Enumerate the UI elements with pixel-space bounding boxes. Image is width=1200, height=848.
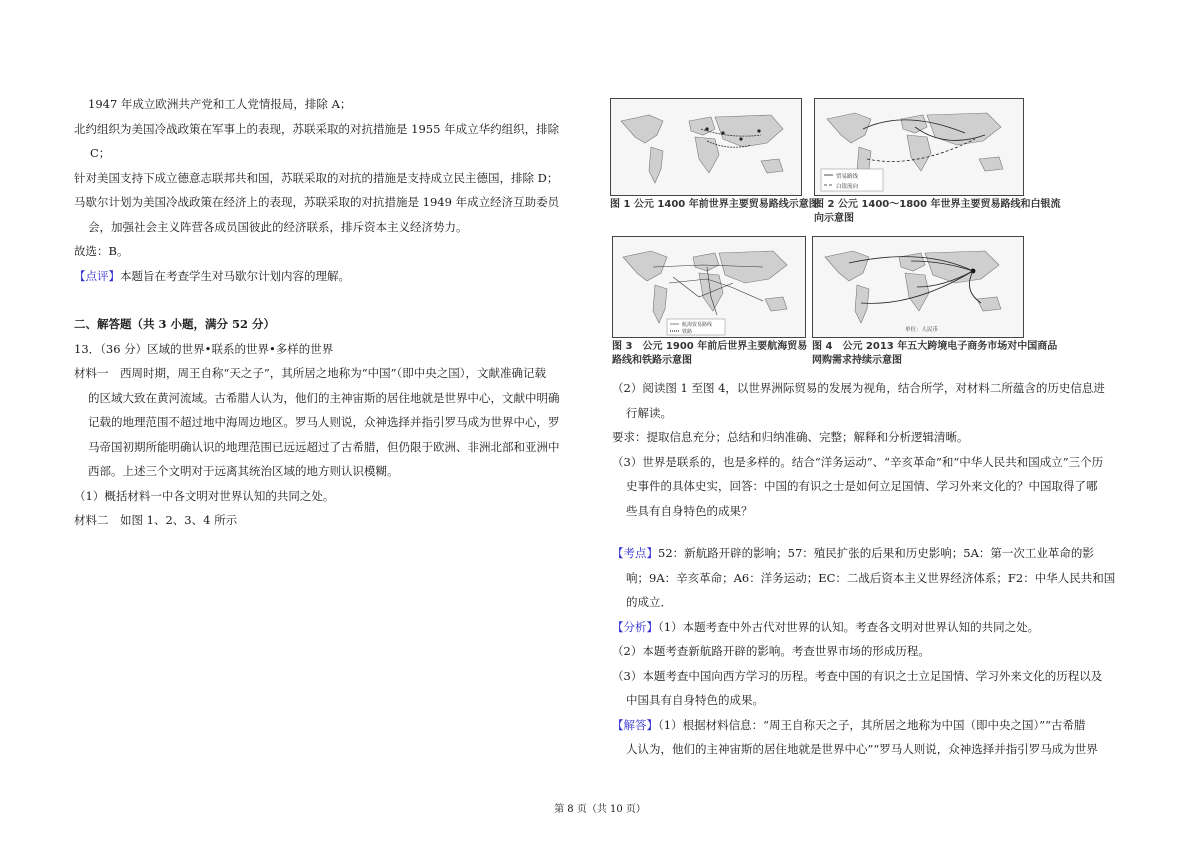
world-map-3: [612, 236, 806, 338]
figure-4-caption-line-2: 网购需求持续示意图: [812, 355, 902, 366]
requirement: 要求：提取信息充分；总结和归纳准确、完整；解释和分析逻辑清晰。: [612, 430, 969, 444]
answer-line: 1947 年成立欧洲共产党和工人党情报局，排除 A；: [88, 97, 352, 111]
material-1-line: 记载的地理范围不超过地中海周边地区。罗马人则说，众神选择并指引罗马成为世界中心，罗: [88, 415, 560, 429]
solution-tag: 【解答】: [612, 717, 658, 732]
analysis-line: （2）本题考查新航路开辟的影响。考查世界市场的形成历程。: [612, 644, 930, 658]
figure-1: [610, 98, 819, 212]
question-3-line: 些具有自身特色的成果？: [626, 503, 753, 518]
solution-text: （1）根据材料信息：“周王自称天之子，其所居之地称为中国（即中央之国）”“古希腊: [658, 717, 1086, 732]
figure-2: [814, 98, 1061, 226]
answer-line: 马歇尔计划为美国冷战政策在经济上的表现，苏联采取的对抗措施是 1949 年成立经济互助委员: [74, 195, 560, 209]
key-points-line: [612, 541, 1132, 566]
question-1: （1）概括材料一中各文明对世界认知的共同之处。: [74, 488, 335, 503]
world-map-1: [610, 98, 802, 196]
page-footer: 第 8 页（共 10 页）: [554, 804, 646, 815]
figure-2-caption-line-1: 图 2 公元 1400～1800 年世界主要贸易路线和白银流: [814, 199, 1061, 210]
analysis-text: （1）本题考查中外古代对世界的认知。考查各文明对世界认知的共同之处。: [658, 619, 1040, 634]
question-13-header: 13．（36 分）区域的世界•联系的世界•多样的世界: [74, 341, 334, 356]
answer-line: 针对美国支持下成立德意志联邦共和国，苏联采取的对抗的措施是支持成立民主德国，排除 D；: [74, 170, 559, 185]
figure-4-caption-line-1: 图 4 公元 2013 年五大跨境电子商务市场对中国商品: [812, 341, 1058, 352]
analysis-line: （3）本题考查中国向西方学习的历程。考查中国的有识之士立足国情、学习外来文化的历程以及: [612, 668, 1103, 683]
key-points-text: 52：新航路开辟的影响；57：殖民扩张的后果和历史影响；5A：第一次工业革命的影: [658, 546, 1094, 560]
material-2-line: 材料二 如图 1、2、3、4 所示: [74, 513, 238, 527]
analysis-line: 中国具有自身特色的成果。: [626, 693, 764, 707]
legend-sea-trade: 航海贸易路线: [682, 322, 713, 328]
material-1-line: 材料一 西周时期，周王自称“天之子”，其所居之地称为“中国”（即中央之国），文献准确记载: [74, 366, 547, 380]
figure-3: [612, 236, 807, 368]
comment-text: 本题旨在考查学生对马歇尔计划内容的理解。: [120, 268, 350, 283]
solution-line: [612, 713, 1132, 738]
question-3-line: 史事件的具体史实，回答：中国的有识之士是如何立足国情、学习外来文化的？中国取得了哪: [626, 479, 1098, 493]
figure-2-caption-line-2: 向示意图: [814, 213, 854, 224]
material-1-line: 西部。上述三个文明对于远离其统治区域的地方则认识模糊。: [88, 464, 399, 478]
question-2-line: 行解读。: [626, 405, 672, 420]
left-column: [74, 92, 594, 533]
analysis-line: [612, 615, 1132, 640]
question-3-line: （3）世界是联系的，也是多样的。结合“洋务运动”、“辛亥革命”和“中华人民共和国成立”三个历: [612, 454, 1104, 469]
right-column: [612, 376, 1132, 762]
comment-tag: 【点评】: [74, 268, 120, 283]
section-title: 二、解答题（共 3 小题，满分 52 分）: [74, 317, 276, 331]
answer-choice: 故选：B。: [74, 244, 129, 258]
figure-3-caption-line-1: 图 3 公元 1900 年前后世界主要航海贸易: [612, 341, 808, 352]
key-points-line: 响；9A：辛亥革命；A6：洋务运动；EC：二战后资本主义世界经济体系；F2：中华人民共和国: [626, 570, 1116, 585]
legend-railway: 铁路: [682, 329, 693, 335]
world-map-4: [812, 236, 1024, 338]
answer-line: 会，加强社会主义阵营各成员国彼此的经济联系，排斥资本主义经济势力。: [88, 219, 468, 234]
map-4-unit-note: 单位：人民币: [905, 327, 939, 333]
answer-line: 北约组织为美国冷战政策在军事上的表现，苏联采取的对抗措施是 1955 年成立华约组织，排除: [74, 121, 560, 136]
analysis-tag: 【分析】: [612, 619, 658, 634]
answer-line: C；: [90, 146, 111, 160]
question-2-line: （2）阅读图 1 至图 4，以世界洲际贸易的发展为视角，结合所学，对材料二所蕴含的历史信息进: [612, 381, 1105, 395]
comment-line: [74, 264, 594, 289]
legend-trade: 贸易路线: [836, 174, 859, 180]
solution-line: 人认为，他们的主神宙斯的居住地就是世界中心”“罗马人则说，众神选择并指引罗马成为世界: [626, 742, 1098, 756]
legend-silver: 白银流向: [836, 184, 859, 190]
figure-1-caption: 图 1 公元 1400 年前世界主要贸易路线示意图: [610, 199, 819, 210]
material-1-line: 马帝国初期所能明确认识的地理范围已远远超过了古希腊，但仍限于欧洲、非洲北部和亚洲中: [88, 439, 560, 454]
world-map-2: [814, 98, 1024, 196]
figure-3-caption-line-2: 路线和铁路示意图: [612, 355, 692, 366]
material-1-line: 的区域大致在黄河流域。古希腊人认为，他们的主神宙斯的居住地就是世界中心，文献中明确: [88, 390, 560, 405]
key-points-line: 的成立．: [626, 595, 672, 609]
figure-4: [812, 236, 1057, 368]
key-points-tag: 【考点】: [612, 546, 658, 560]
